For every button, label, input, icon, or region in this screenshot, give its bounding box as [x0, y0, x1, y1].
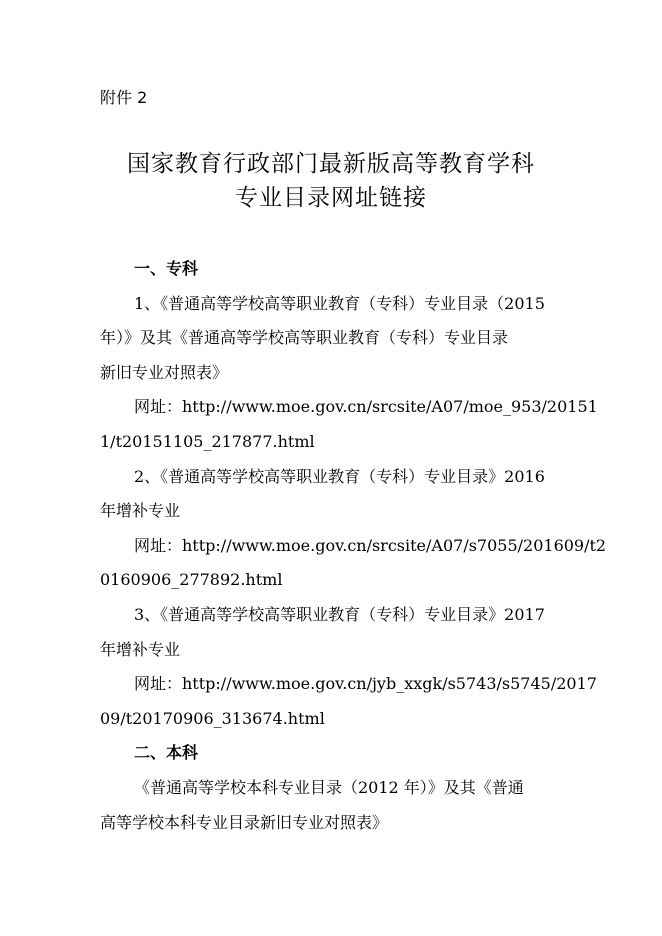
item2-url-line1: 网址：http://www.moe.gov.cn/srcsite/A07/s7055/201609/t2 — [134, 535, 607, 555]
item4-text-line1: 《普通高等学校本科专业目录（2012 年）》及其《普通 — [134, 777, 524, 797]
item4-text-line2: 高等学校本科专业目录新旧专业对照表》 — [100, 812, 389, 832]
item1-url-line2: 1/t20151105_217877.html — [100, 431, 315, 451]
item1-text-line2: 年）》及其《普通高等学校高等职业教育（专科）专业目录 — [100, 328, 509, 348]
attachment-label: 附件 2 — [100, 88, 148, 107]
document-title-line2: 专业目录网址链接 — [235, 185, 427, 211]
item2-text-line2: 年增补专业 — [100, 501, 181, 521]
item3-url-line1: 网址：http://www.moe.gov.cn/jyb_xxgk/s5743/s5745/2017 — [134, 674, 597, 694]
item3-url-line2: 09/t20170906_313674.html — [100, 708, 325, 728]
section-heading-undergraduate: 二、本科 — [134, 743, 199, 763]
item1-text-line3: 新旧专业对照表》 — [100, 362, 229, 382]
item1-text-line1: 1、《普通高等学校高等职业教育（专科）专业目录（2015 — [134, 293, 545, 313]
document-title-line1: 国家教育行政部门最新版高等教育学科 — [127, 151, 535, 177]
item2-text-line1: 2、《普通高等学校高等职业教育（专科）专业目录》2016 — [134, 466, 545, 486]
document-body — [100, 252, 607, 840]
item3-text-line1: 3、《普通高等学校高等职业教育（专科）专业目录》2017 — [134, 604, 545, 624]
item1-url-line1: 网址：http://www.moe.gov.cn/srcsite/A07/moe_953/20151 — [134, 397, 598, 417]
section-heading-vocational: 一、专科 — [134, 259, 199, 278]
item3-text-line2: 年增补专业 — [100, 639, 181, 659]
item2-url-line2: 0160906_277892.html — [100, 570, 283, 590]
